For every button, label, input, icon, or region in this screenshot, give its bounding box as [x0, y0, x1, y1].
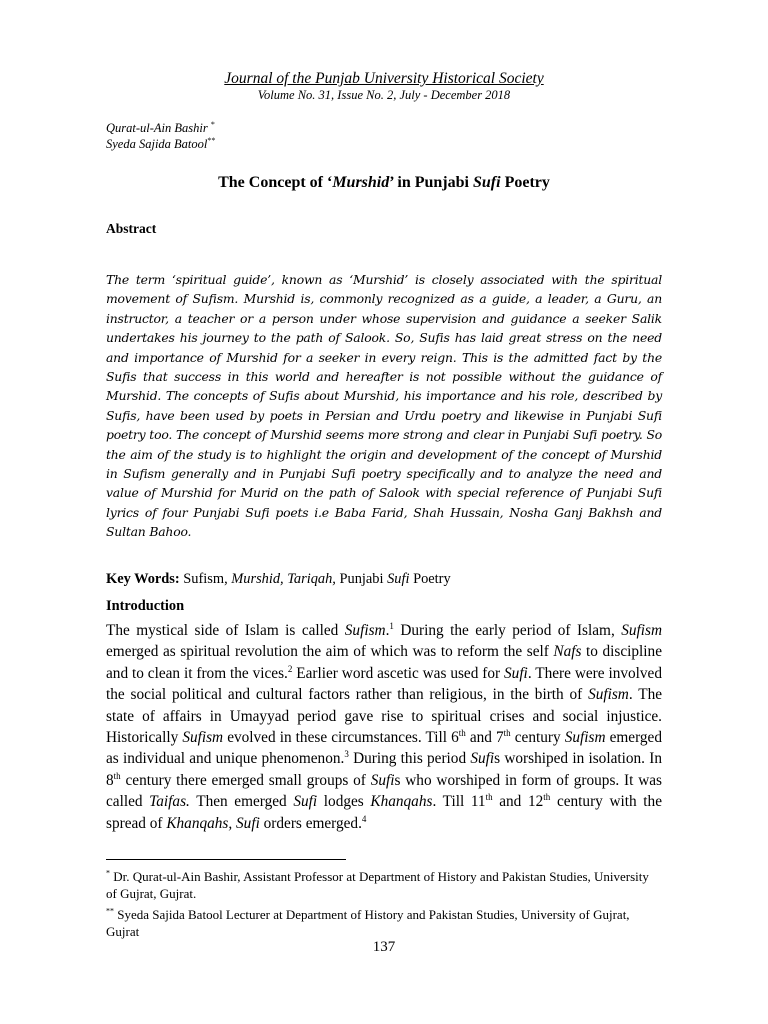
introduction-paragraph [106, 620, 662, 834]
italic-term: Sufism [182, 729, 224, 747]
text: orders emerged. [259, 814, 362, 832]
italic-term: Sufi [470, 750, 495, 768]
author-name: Qurat-ul-Ain Bashir [106, 121, 208, 136]
title-text: ’ in Punjabi [389, 174, 473, 191]
text: During this period [348, 750, 471, 768]
keywords [106, 571, 451, 588]
text: and 7 [465, 729, 504, 747]
footnote-ref: 2 [287, 663, 293, 674]
text: century there emerged small groups of [120, 771, 371, 789]
text: Earlier word ascetic was used for [292, 664, 505, 682]
text: . The state of affairs in Umayyad period gave rise to spiritual crises and social injustice. Historically [106, 686, 663, 747]
keyword-text: Punjabi [335, 571, 388, 587]
text: to discipline and to clean it from the vices. [106, 643, 662, 682]
footnote-ref: 4 [361, 813, 367, 824]
italic-term: Sufi [370, 771, 395, 789]
article-title [0, 174, 768, 192]
journal-volume: Volume No. 31, Issue No. 2, July - December 2018 [257, 88, 511, 102]
journal-title: Journal of the Punjab University Historical Society [224, 70, 544, 87]
title-text: Poetry [500, 174, 550, 191]
introduction-heading: Introduction [106, 598, 185, 614]
text: The mystical side of Islam is called [106, 622, 345, 639]
text: . Till 11 [432, 793, 486, 811]
italic-term: Sufi [293, 793, 318, 811]
text: century with the spread of [106, 793, 662, 832]
text: s worshiped in isolation. In 8 [106, 750, 662, 789]
abstract-body: The term ‘spiritual guide’, known as ‘Murshid’ is closely associated with the spiritual movement of Sufism. Murshid is, commonly recognized as a guide, a leader, a Guru, an instructor, a teacher or a person under whose supervision and guidance a seeker Salik undertakes his journey to the path of Salook. So, Sufis has laid great stress on the need and importance of Murshid for a seeker in every reign. This is the admitted fact by the Sufis that success in this world and hereafter is not possible without the guidance of Murshid. The concepts of Sufis about Murshid, his importance and his role, described by Sufis, have been used by poets in Persian and Urdu poetry and likewise in Punjabi Sufi poetry too. The concept of Murshid seems more strong and clear in Punjabi Sufi poetry. So the aim of the study is to highlight the origin and development of the concept of Murshid in Sufism generally and in Punjabi Sufi poetry specifically and to analyze the need and value of Murshid for Murid on the path of Salook with special reference of Punjabi Sufi lyrics of four Punjabi Sufi poets i.e Baba Farid, Shah Hussain, Nosha Ganj Bakhsh and Sultan Bahoo. [106, 272, 662, 540]
ordinal-suffix: th [543, 792, 551, 803]
ordinal-suffix: th [503, 727, 511, 738]
italic-term: Sufism [564, 729, 606, 747]
footnote-2 [106, 906, 662, 940]
italic-term: Sufi [504, 664, 528, 682]
keywords-label: Key Words: [106, 571, 180, 587]
author-name: Syeda Sajida Batool [106, 137, 208, 152]
text: and 12 [492, 793, 544, 811]
footnote-text: Dr. Qurat-ul-Ain Bashir, Assistant Professor at Department of History and Pakistan Studies, University of Gujrat, Gujrat. [106, 869, 649, 901]
italic-term: Khanqahs [370, 793, 433, 811]
text: Then emerged [189, 793, 294, 811]
author-mark: ** [207, 136, 216, 145]
title-italic: Murshid [332, 174, 390, 191]
text: . There were involved the social political and cultural factors rather than religious, in the birth of [106, 664, 662, 704]
text: s who worshiped in form of groups. It was called [106, 771, 662, 811]
author-2 [106, 136, 215, 152]
italic-term: Sufism [344, 622, 386, 639]
text: emerged as individual and unique phenomenon. [106, 729, 662, 768]
italic-term: Sufism [588, 686, 629, 704]
keyword-text: Sufism, [179, 571, 232, 587]
footnote-mark: ** [106, 906, 114, 916]
text: . [385, 622, 390, 639]
italic-term: Sufism [621, 622, 663, 639]
footnote-1 [106, 868, 662, 902]
text: During the early period of Islam, [393, 622, 622, 639]
italic-term: Khanqahs, Sufi [166, 814, 260, 832]
page-number: 137 [372, 939, 396, 955]
footnote-text: Syeda Sajida Batool Lecturer at Department of History and Pakistan Studies, University of Gujrat, Gujrat [106, 907, 630, 939]
text: lodges [317, 793, 371, 811]
ordinal-suffix: th [485, 792, 493, 803]
footnote-mark: * [106, 868, 110, 878]
footnote-ref: 1 [389, 620, 394, 631]
text: emerged as spiritual revolution the aim of which was to reform the self [106, 643, 554, 661]
title-text: The Concept of ‘ [218, 174, 333, 191]
keyword-italic: Murshid, Tariqah, [231, 571, 336, 587]
author-1 [106, 120, 215, 136]
italic-term: Taifas. [149, 793, 190, 811]
footnote-separator [106, 859, 346, 860]
footnote-ref: 3 [344, 749, 349, 760]
author-mark: * [210, 120, 215, 129]
keyword-italic: Sufi [387, 571, 410, 587]
italic-term: Nafs [553, 643, 582, 661]
title-italic: Sufi [472, 174, 501, 191]
text: evolved in these circumstances. Till 6 [223, 729, 459, 747]
keyword-text: Poetry [409, 571, 451, 587]
abstract-heading: Abstract [106, 221, 157, 236]
ordinal-suffix: th [113, 770, 121, 781]
text: century [510, 729, 565, 747]
ordinal-suffix: th [458, 727, 466, 738]
